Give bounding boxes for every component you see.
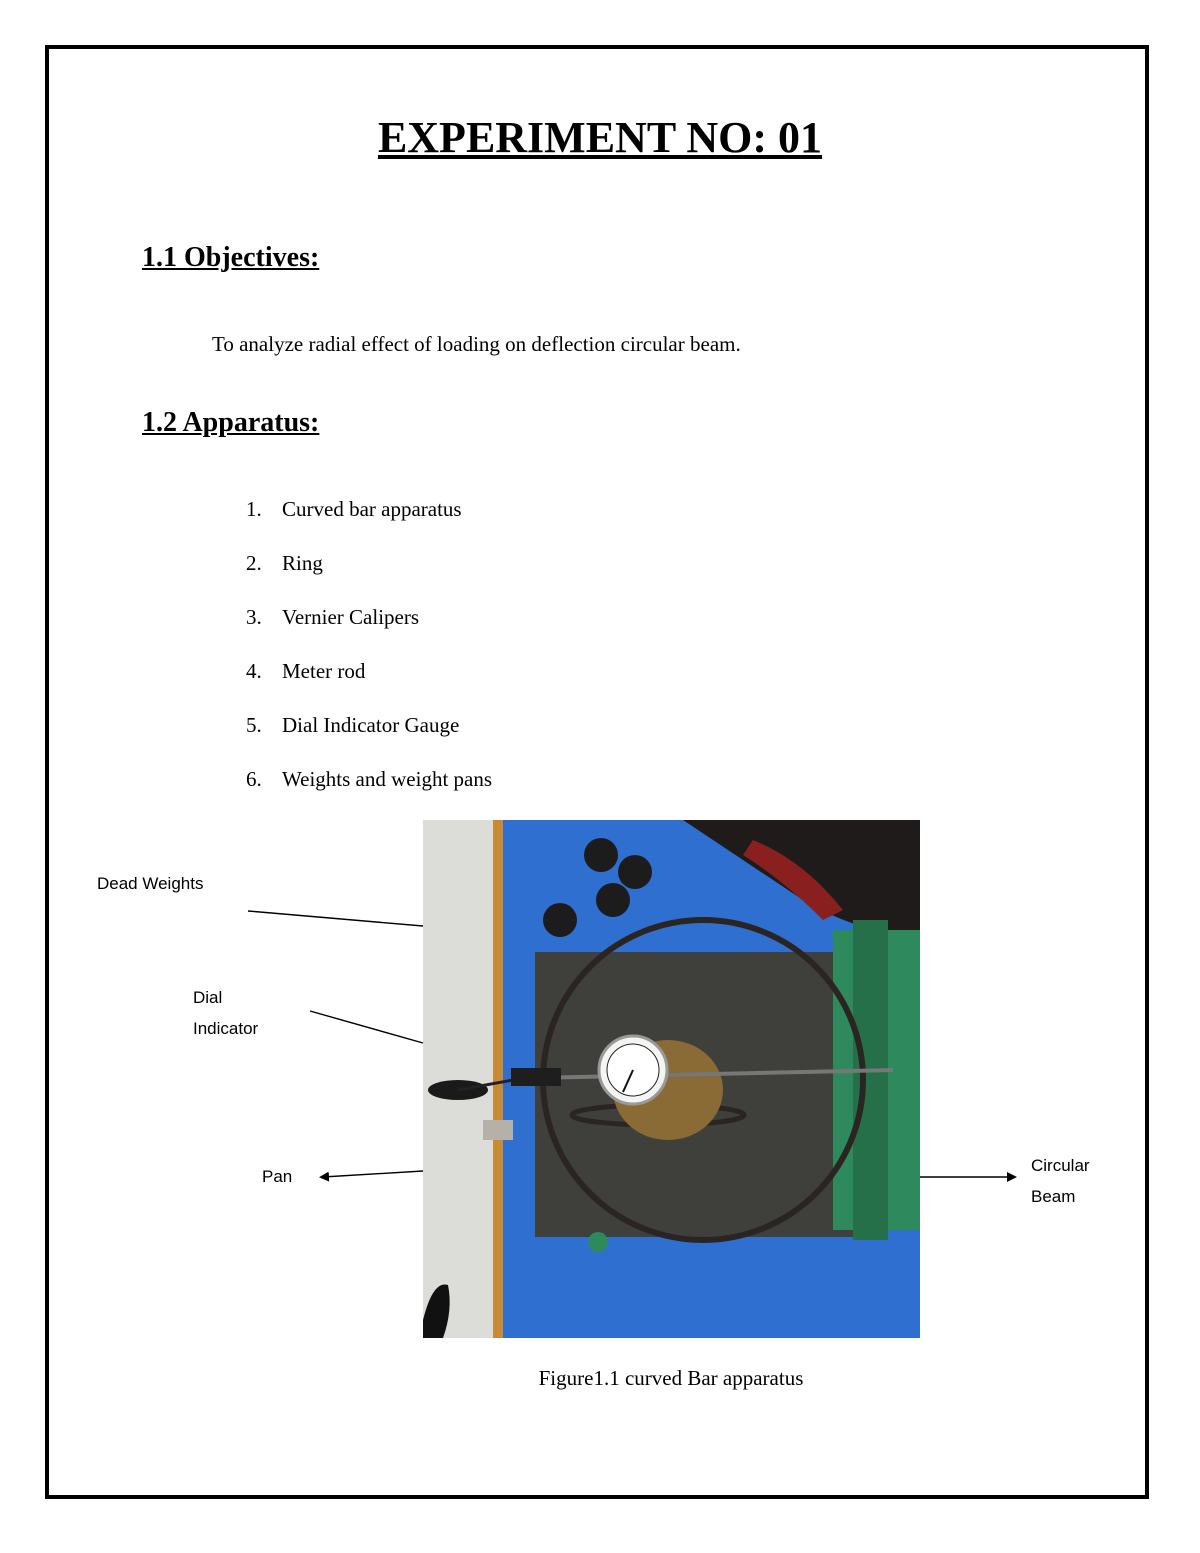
list-number: 2. [246,551,262,575]
callout-dial-indicator [193,982,258,1044]
objective-text: To analyze radial effect of loading on deflection circular beam. [212,332,741,356]
list-label: Ring [282,551,323,575]
dead-weights-leader [248,911,423,926]
page-title: EXPERIMENT NO: 01 [377,113,823,162]
callout-dial-line2: Indicator [193,1019,259,1038]
pan-arrow [323,1171,423,1177]
callout-dead-weights: Dead Weights [97,874,204,893]
list-label: Curved bar apparatus [282,497,462,521]
apparatus-heading: 1.2 Apparatus: [142,407,320,438]
list-label: Vernier Calipers [282,605,420,629]
list-number: 6. [246,767,262,791]
callout-dial-line1: Dial [193,988,223,1007]
list-label: Weights and weight pans [282,767,493,791]
callout-circular-line2: Beam [1031,1187,1076,1206]
list-number: 1. [246,497,262,521]
list-number: 4. [246,659,262,683]
objectives-heading: 1.1 Objectives: [142,242,320,273]
list-label: Meter rod [282,659,366,683]
list-label: Dial Indicator Gauge [282,713,460,737]
callout-pan: Pan [262,1167,293,1186]
callout-circular-line1: Circular [1031,1156,1090,1175]
list-number: 5. [246,713,262,737]
figure-caption: Figure1.1 curved Bar apparatus [538,1366,804,1390]
list-number: 3. [246,605,262,629]
dial-indicator-leader [310,1011,423,1043]
callout-circular-beam [1031,1150,1104,1212]
